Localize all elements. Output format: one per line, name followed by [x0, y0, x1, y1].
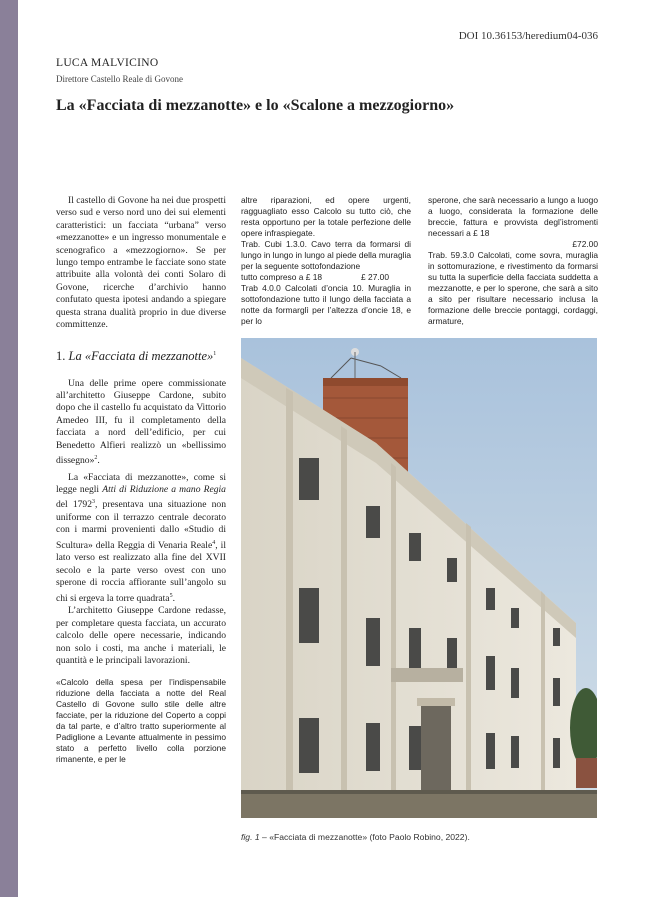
quote-text: Trab 4.0.0 Calcolati d’oncia 10. Muraglia in sottofondazione tutto il lungo della facciata a notte da formarglì per l’altezza d’oncie 18, e per lo: [241, 283, 411, 326]
cost-amount: £72.00: [572, 239, 598, 249]
article-title: La «Facciata di mezzanotte» e lo «Scalone a mezzogiorno»: [56, 97, 455, 114]
section-number: 1.: [56, 349, 66, 364]
footnote-ref: 5: [169, 592, 173, 599]
column-1: [56, 195, 226, 765]
body-paragraph: Una delle prime opere commissionate all’architetto Giuseppe Cardone, subito dopo che il castello fu acquistato da Vittorio Amedeo III, fu il completamento della facciata a nord dell’edificio, per cui Benedetto Alfieri realizzò un «bellissimo dissegno»$^2$.: [56, 377, 226, 467]
body-text: La «Facciata di mezzanotte», come si legge negli: [56, 471, 226, 496]
intro-paragraph: Il castello di Govone ha nei due prospetti verso sud e verso nord uno dei sui elementi caratteristici: un facciata “urbana” verso «mezzanotte» e un ingresso monumentale e scenografico a «mezzogiorno». Se per lungo tempo entrambe le facciate sono state attribuite alla volontà dei conti Solaro di Govone, ricerche d’archivio hanno confutato questa ipotesi andando a spiegare questa strana dualità proprio in due diverse committenze.: [56, 195, 226, 331]
body-text: , il lato verso est realizzato alla fine del XVII secolo e la parte verso ovest con uno sperone di roccia affiorante sull’angolo su chi si ergeva la torre quadrata: [56, 540, 226, 604]
footnote-ref: 1: [213, 351, 217, 358]
section-title: La «Facciata di mezzanotte»: [68, 349, 214, 364]
footnote-ref: 3: [92, 499, 96, 506]
body-text: , presentava una situazione non uniforme con il terrazzo centrale decorato con i marmi provenienti dallo «Studio di Scultura» della Reggia di Venaria Reale: [56, 499, 226, 552]
sidebar-color-band: [0, 0, 18, 897]
footnote-ref: 4: [212, 539, 216, 546]
caption-text: – «Facciata di mezzanotte» (foto Paolo Robino, 2022).: [259, 832, 470, 842]
body-text: Una delle prime opere commissionate all’architetto Giuseppe Cardone, subito dopo che il castello fu acquistato da Vittorio Amedeo III, fu il completamento della facciata a nord dell’edificio, per cui Benedetto Alfieri realizzò un «bellissimo dissegno»: [56, 377, 226, 467]
italic-title: Atti di Riduzione a mano Regia: [102, 484, 226, 496]
footnote-ref: 2: [94, 455, 98, 462]
cost-amount: £ 27.00: [361, 272, 389, 282]
quote-text: altre riparazioni, ed opere urgenti, ragguagliato esso Calcolo su tutto ciò, che resta opportuno per la totale perfezione delle opere infraspiegate.: [241, 195, 411, 238]
author-affiliation: Direttore Castello Reale di Govone: [56, 74, 183, 84]
archival-quote: [56, 677, 226, 765]
quote-text: Trab. 59.3.0 Calcolati, come sovra, muraglia in sottomurazione, e rivestimento da formarsi su tutta la superficie della facciata suddetta a mezzanotte, e per lo sperone, che sarà a sito a sito per risultare necessario inclusa la formazione delle breccie pontaggi, cordaggi, armature,: [428, 250, 598, 326]
column-3: [428, 195, 598, 327]
body-text: del 1792: [56, 499, 93, 511]
doi-label: DOI 10.36153/heredium04-036: [458, 30, 598, 42]
figure-label: fig. 1: [241, 832, 260, 842]
section-heading: [56, 347, 226, 363]
column-2: [241, 195, 411, 327]
author-name: LUCA MALVICINO: [56, 57, 159, 69]
cost-line: [241, 272, 411, 283]
body-text: .: [172, 592, 175, 604]
figure-caption: [241, 832, 470, 842]
body-paragraph: [56, 472, 226, 606]
quote-text: Trab. Cubi 1.3.0. Cavo terra da formarsi di lungo in lungo in lungo al piede della muraglia per la seguente sottofondazione: [241, 239, 411, 271]
cost-label: tutto compreso a £ 18: [241, 272, 323, 282]
quote-text: sperone, che sarà necessario a lungo a luogo a luogo, considerata la formazione delle breccie, fattura e provvista degl’istromenti necessari a £ 18: [428, 195, 598, 238]
castle-facade-photo: [241, 338, 597, 818]
body-paragraph: L’architetto Giuseppe Cardone redasse, per completare questa facciata, un accurato calcolo delle opere necessarie, indicando non solo i costi, ma anche i materiali, le quantità e le principali lavorazioni.: [56, 605, 226, 666]
quote-text: «Calcolo della spesa per l’indispensabile riduzione della facciata a notte del Real Castello di Govone sullo stile delle altre facciate, per la riduzione del Coperto a coppi da tal parte, e d’altro tratto superiormente al Padiglione a Levante attualmente in pessimo stato a perfetto livello colla porzione rimanente, e per le: [56, 677, 226, 765]
